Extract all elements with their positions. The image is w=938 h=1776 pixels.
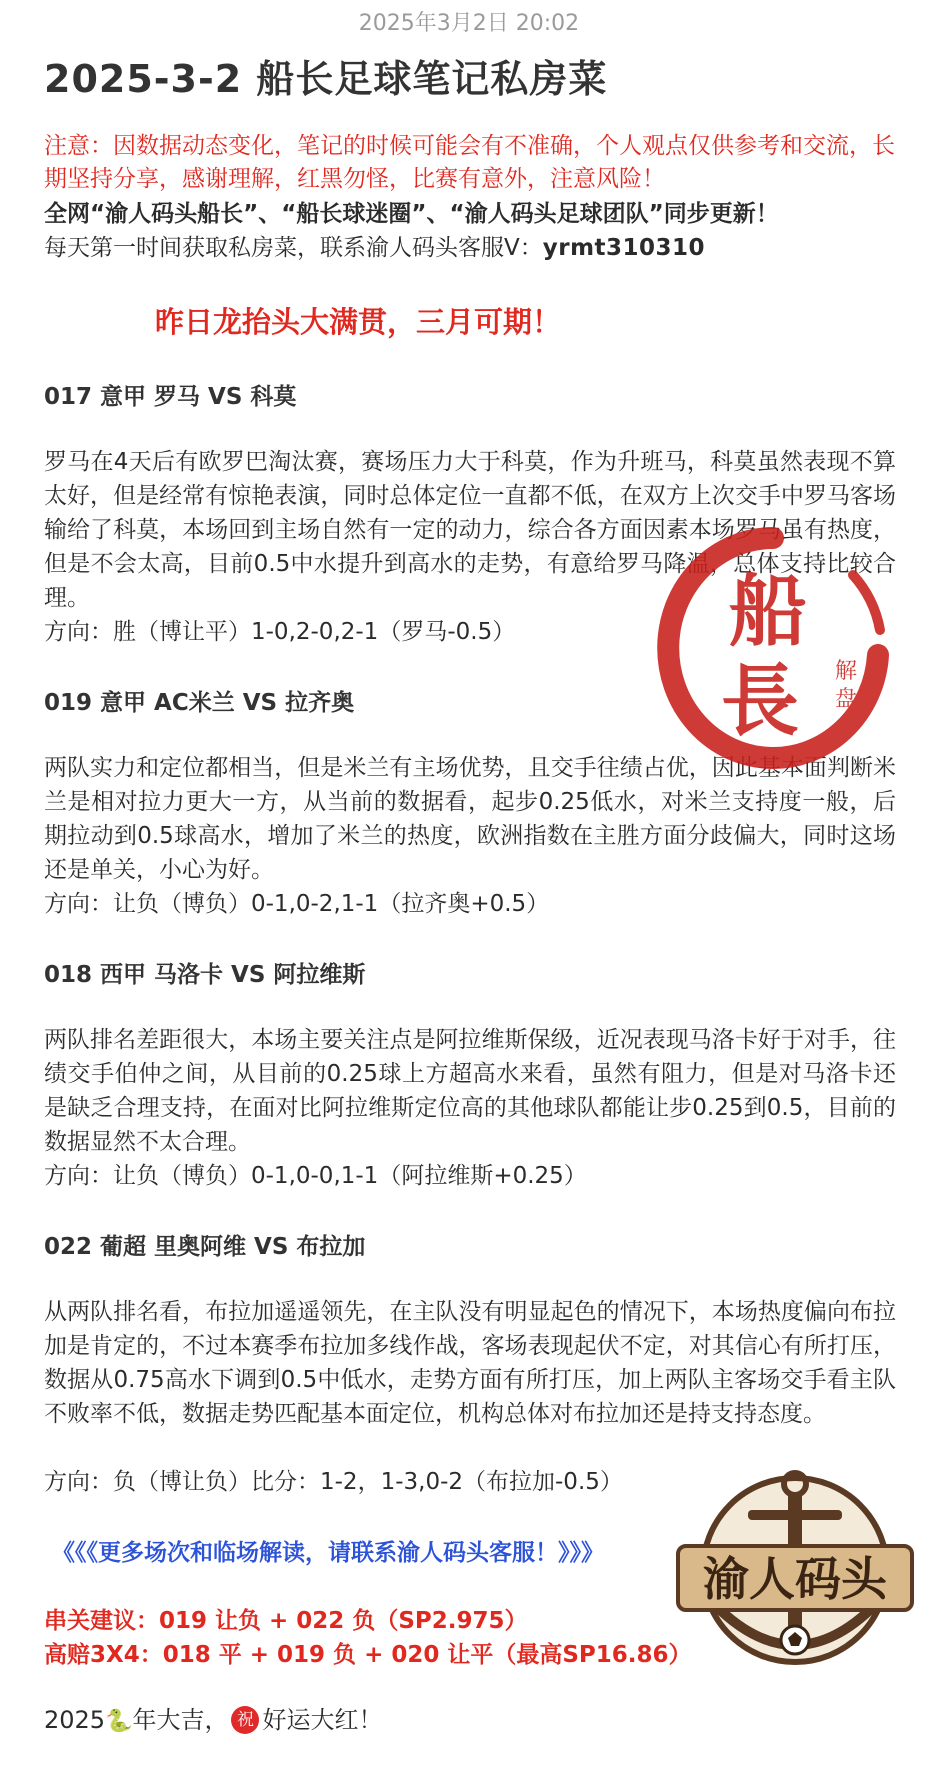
high-odds-tip: 高赔3X4：018 平 + 019 负 + 020 让平（最高SP16.86）	[44, 1642, 692, 1668]
zhu-badge-icon: 祝	[231, 1706, 259, 1734]
contact-prefix: 每天第一时间获取私房菜，联系渝人码头客服V：	[44, 235, 543, 261]
snake-icon: 🐍	[105, 1709, 133, 1734]
stamp-small-2: 盘	[834, 687, 858, 712]
contact-line	[44, 232, 705, 265]
sync-text: 全网“渝人码头船长”、“船长球迷圈”、“渝人码头足球团队”同步更新！	[44, 201, 779, 227]
match-direction: 方向：负（博让负）比分：1-2，1-3,0-2（布拉加-0.5）	[44, 1469, 623, 1495]
page-title: 2025-3-2 船长足球笔记私房菜	[44, 57, 608, 101]
footer-greeting	[44, 1700, 382, 1735]
match-direction: 方向：让负（博负）0-1,0-2,1-1（拉齐奥+0.5）	[44, 891, 550, 917]
headline: 昨日龙抬头大满贯，三月可期！	[155, 305, 562, 339]
stamp-char-1: 船	[728, 566, 808, 657]
footer-year: 2025	[44, 1706, 106, 1734]
match-analysis: 两队排名差距很大，本场主要关注点是阿拉维斯保级，近况表现马洛卡好于对手，往绩交手伯仲之间，从目前的0.25球上方超高水来看，虽然有阻力，但是对马洛卡还是缺乏合理支持，在面对比阿拉维斯定位高的其他球队都能让步0.25到0.5，目前的数据显然不太合理。	[44, 1027, 896, 1155]
footer-text-1: 年大吉，	[132, 1706, 229, 1734]
match-title: 019 意甲 AC米兰 VS 拉齐奥	[44, 690, 355, 716]
match-title: 017 意甲 罗马 VS 科莫	[44, 384, 297, 410]
captain-seal-stamp	[648, 520, 898, 780]
match-analysis: 从两队排名看，布拉加遥遥领先，在主队没有明显起色的情况下，本场热度偏向布拉加是肯定的，不过本赛季布拉加多线作战，客场表现起伏不定，对其信心有所打压，数据从0.75高水下调到0.5中低水，走势方面有所打压，加上两队主客场交手看主队不败率不低，数据走势匹配基本面定位，机构总体对布拉加还是持支持态度。	[44, 1299, 896, 1427]
contact-id: yrmt310310	[542, 235, 706, 261]
match-direction: 方向：让负（博负）0-1,0-0,1-1（阿拉维斯+0.25）	[44, 1163, 587, 1189]
timestamp: 2025年3月2日 20:02	[358, 11, 580, 36]
stamp-small-1: 解	[834, 659, 858, 684]
match-direction: 方向：胜（博让平）1-0,2-0,2-1（罗马-0.5）	[44, 619, 516, 645]
yuren-matou-logo	[670, 1470, 920, 1680]
match-analysis: 罗马在4天后有欧罗巴淘汰赛，赛场压力大于科莫，作为升班马，科莫虽然表现不算太好，但是经常有惊艳表演，同时总体定位一直都不低，在双方上次交手中罗马客场输给了科莫，本场回到主场自然有一定的动力，综合各方面因素本场罗马虽有热度，但是不会太高，目前0.5中水提升到高水的走势，有意给罗马降温，总体支持比较合理。	[44, 449, 896, 611]
match-title: 022 葡超 里奥阿维 VS 布拉加	[44, 1234, 366, 1260]
footer-text-2: 好运大红！	[262, 1706, 383, 1734]
notice-text: 注意：因数据动态变化，笔记的时候可能会有不准确，个人观点仅供参考和交流，长期坚持分享，感谢理解，红黑勿怪，比赛有意外，注意风险！	[44, 133, 895, 192]
match-analysis: 两队实力和定位都相当，但是米兰有主场优势，且交手往绩占优，因此基本面判断米兰是相对拉力更大一方，从当前的数据看，起步0.25低水，对米兰支持度一般，后期拉动到0.5球高水，增加了米兰的热度，欧洲指数在主胜方面分歧偏大，同时这场还是单关，小心为好。	[44, 755, 896, 883]
stamp-char-2: 長	[720, 656, 800, 747]
match-title: 018 西甲 马洛卡 VS 阿拉维斯	[44, 962, 366, 988]
parlay-tip: 串关建议：019 让负 + 022 负（SP2.975）	[44, 1608, 528, 1634]
more-info-link: 《《《更多场次和临场解读，请联系渝人码头客服！》》》	[52, 1540, 604, 1566]
logo-text: 渝人码头	[703, 1552, 887, 1606]
